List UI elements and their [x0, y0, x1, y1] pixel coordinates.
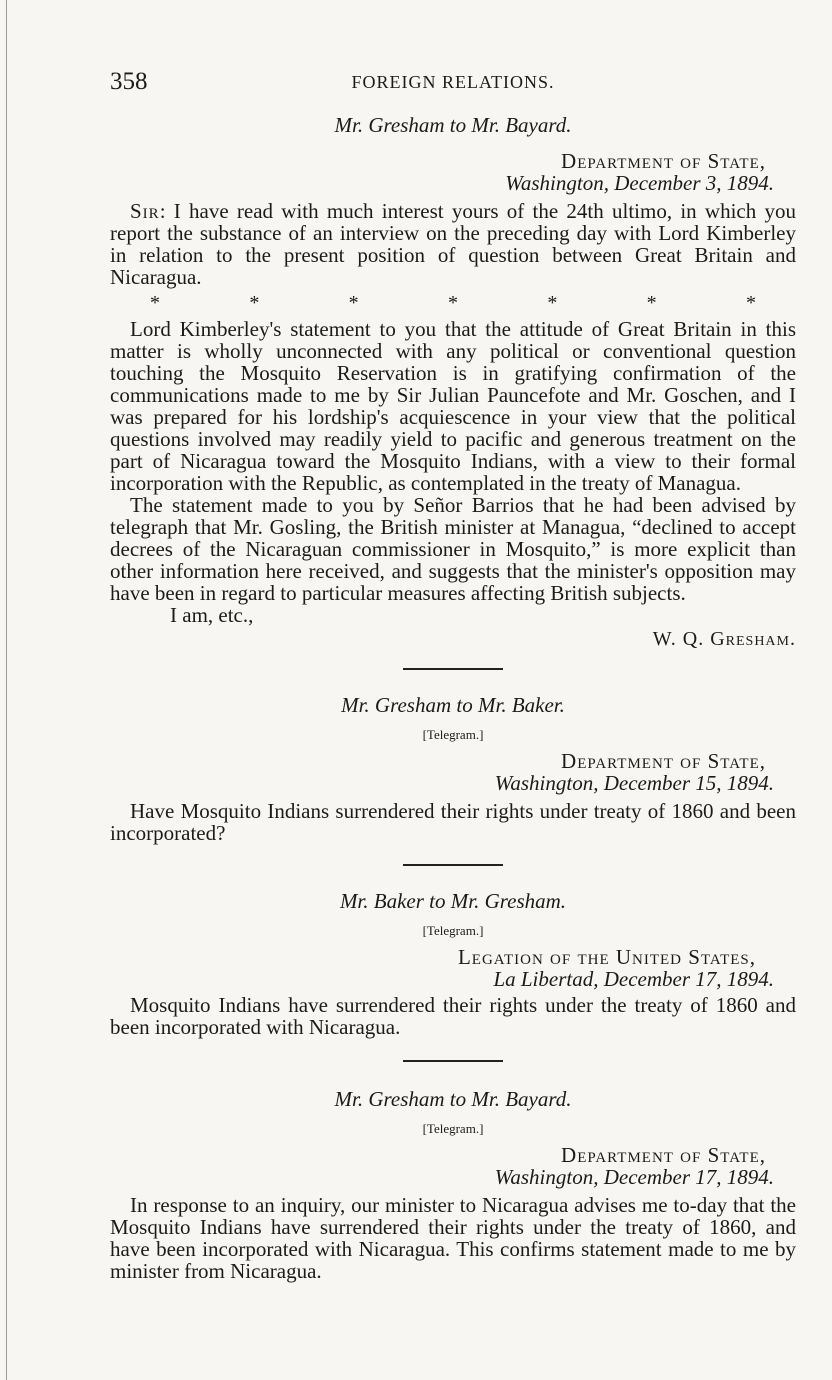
- letter-heading: Mr. Gresham to Mr. Bayard.: [334, 1087, 572, 1111]
- page-content: [110, 112, 796, 1282]
- letter-1: [110, 112, 796, 650]
- letter-heading: Mr. Gresham to Mr. Baker.: [341, 693, 565, 717]
- ellipsis-stars: * * * * * * *: [150, 292, 756, 314]
- letter-paragraph: Have Mosquito Indians surrendered their rights under treaty of 1860 and been incorporated?: [110, 799, 796, 845]
- section-divider: [403, 668, 503, 670]
- letter-heading: Mr. Gresham to Mr. Bayard.: [334, 113, 572, 137]
- letter-date: La Libertad, December 17, 1894.: [493, 967, 774, 991]
- section-divider: [403, 864, 503, 866]
- running-title: FOREIGN RELATIONS.: [351, 72, 555, 92]
- letter-3: [110, 888, 796, 1038]
- letter-address: Department of State,: [561, 149, 766, 173]
- letter-address: Legation of the United States,: [457, 945, 756, 969]
- letter-4: [110, 1086, 796, 1282]
- letter-address: Department of State,: [561, 1143, 766, 1167]
- salutation: Sir: [130, 199, 160, 223]
- letter-date: Washington, December 3, 1894.: [505, 171, 774, 195]
- letter-paragraph: Sir: I have read with much interest yours of the 24th ultimo, in which you report the substance of an interview on the preceding day with Lord Kimberley in relation to the present position of question between Great Britain and Nicaragua.: [110, 199, 796, 289]
- telegram-note: [Telegram.]: [422, 1121, 484, 1136]
- letter-signature: W. Q. Gresham.: [652, 628, 796, 650]
- letter-2: [110, 692, 796, 844]
- section-divider: [403, 1060, 503, 1062]
- letter-date: Washington, December 17, 1894.: [494, 1165, 774, 1189]
- telegram-note: [Telegram.]: [422, 727, 484, 742]
- letter-paragraph: The statement made to you by Señor Barrios that he had been advised by telegraph that Mr. Gosling, the British minister at Managua, “declined to accept decrees of the Nicaraguan commissioner in Mosquito,” is more explicit than other information here received, and suggests that the minister's opposition may have been in regard to particular measures affecting British subjects.: [110, 493, 796, 605]
- letter-heading: Mr. Baker to Mr. Gresham.: [339, 889, 567, 913]
- letter-paragraph: Lord Kimberley's statement to you that the attitude of Great Britain in this matter is wholly unconnected with any political or conventional question touching the Mosquito Reservation is in gratifying confirmation of the communications made to me by Sir Julian Pauncefote and Mr. Goschen, and I was prepared for his lordship's acquiescence in your view that the political questions involved may readily yield to pacific and generous treatment on the part of Nicaragua toward the Mosquito Indians, with a view to their formal incorporation with the Republic, as contemplated in the treaty of Managua.: [110, 317, 796, 495]
- page-edge-line: [6, 0, 7, 1380]
- letter-paragraph: Mosquito Indians have surrendered their rights under the treaty of 1860 and been incorporated with Nicaragua.: [110, 993, 796, 1039]
- letter-address: Department of State,: [561, 749, 766, 773]
- letter-closing: I am, etc.,: [170, 603, 254, 627]
- letter-date: Washington, December 15, 1894.: [494, 771, 774, 795]
- telegram-note: [Telegram.]: [422, 923, 484, 938]
- page-number: 358: [110, 68, 148, 95]
- page-header: [110, 68, 796, 102]
- letter-paragraph: In response to an inquiry, our minister to Nicaragua advises me to-day that the Mosquito Indians have surrendered their rights under the treaty of 1860, and have been incorporated with Nicaragua. This confirms statement made to me by minister from Nicaragua.: [110, 1193, 796, 1283]
